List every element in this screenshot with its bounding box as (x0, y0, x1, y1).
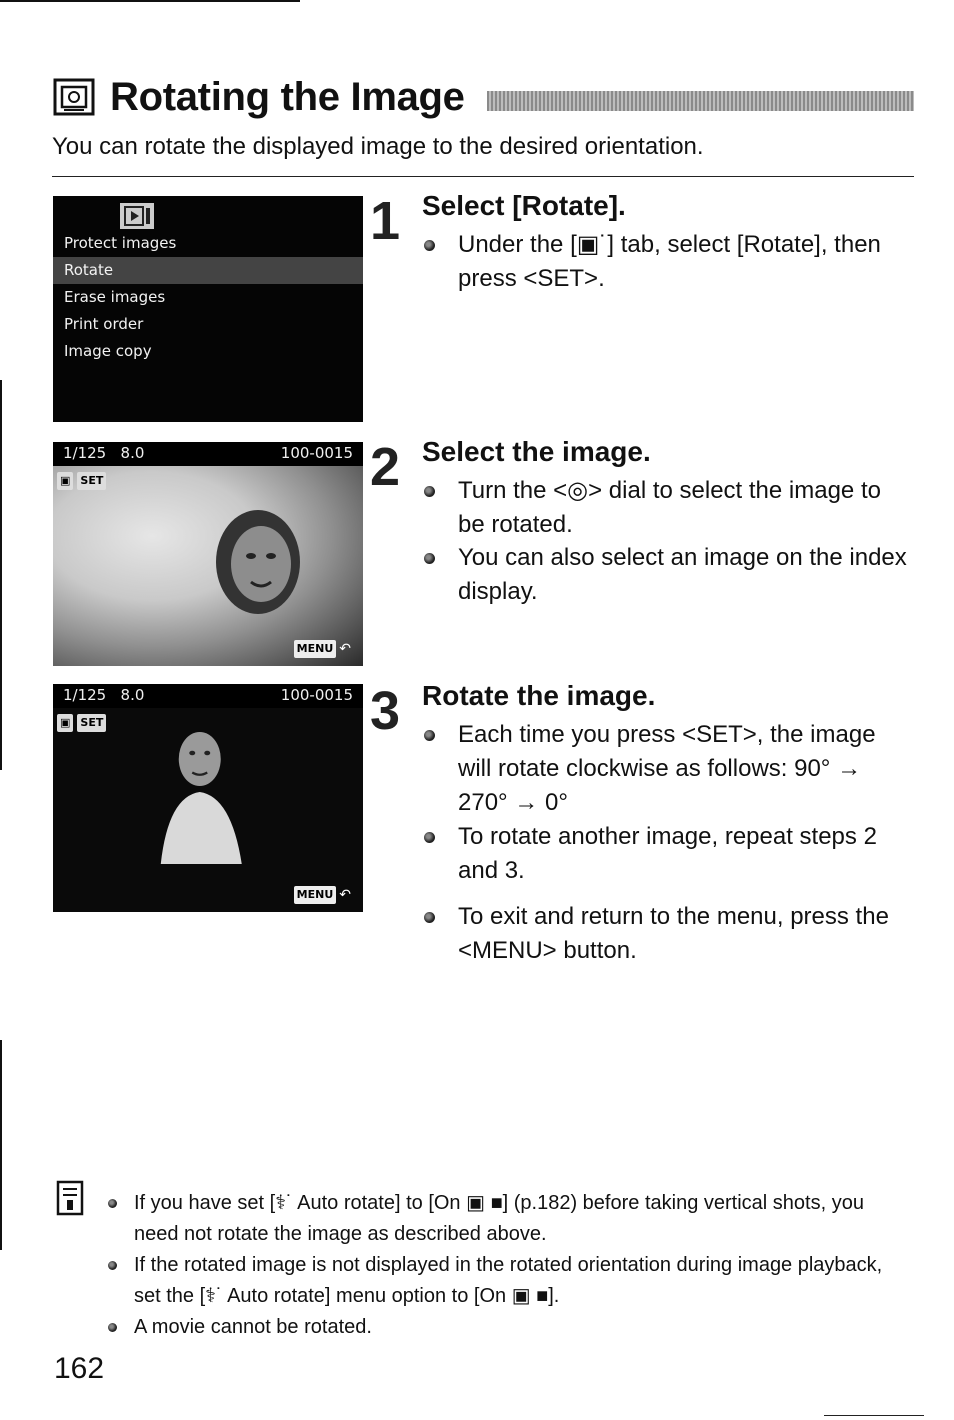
bullet-icon (424, 912, 435, 923)
status-icons (57, 472, 106, 490)
rotated-image-screen (53, 684, 363, 912)
menu-item-erase-images[interactable]: Erase images (64, 288, 166, 306)
file-number-rotated: 100-0015 (280, 686, 353, 704)
menu-back-badge (294, 640, 351, 658)
step-2-title: Select the image. (422, 436, 651, 467)
page-title: Rotating the Image (110, 74, 465, 119)
info-bar-rotated (53, 684, 363, 708)
set-badge: SET (77, 472, 106, 490)
menu-item-rotate[interactable]: Rotate (53, 257, 363, 284)
intro-divider (52, 176, 914, 177)
menu-back-badge-rotated (294, 886, 351, 904)
top-rule (0, 0, 300, 2)
menu-item-protect-images[interactable]: Protect images (64, 234, 177, 252)
bullet-icon (424, 240, 435, 251)
step-2-bullet-1: Turn the <◎> dial to select the image to be rotated. (424, 474, 914, 542)
step-3-bullet-3: To exit and return to the menu, press the <MENU> button. (424, 900, 914, 968)
menu-item-image-copy[interactable]: Image copy (64, 342, 152, 360)
rotate-icon: ▣ (57, 472, 73, 490)
shutter-speed-rotated: 1/125 8.0 (63, 686, 145, 704)
note-3: A movie cannot be rotated. (108, 1312, 908, 1343)
margin-line (0, 1040, 2, 1250)
bullet-icon (108, 1261, 117, 1270)
step-2-number: 2 (370, 437, 401, 497)
rotate-icon: ▣ (57, 714, 73, 732)
rotate-playback-icon (52, 77, 96, 117)
step-3-bullet-2: To rotate another image, repeat steps 2 and 3. (424, 820, 914, 888)
step-2-bullet-2: You can also select an image on the index display. (424, 541, 914, 609)
portrait-photo (203, 482, 321, 632)
info-bar (53, 442, 363, 466)
bullet-icon (424, 553, 435, 564)
menu-list (53, 230, 363, 365)
bullet-icon (108, 1323, 117, 1332)
step-3-title: Rotate the image. (422, 680, 656, 711)
margin-line (0, 380, 2, 770)
note-1: If you have set [⚕˙ Auto rotate] to [On ▣ ■] (p.182) before taking vertical shots, you need not rotate the image as described above. (108, 1188, 908, 1250)
playback-tab-icon (119, 202, 155, 230)
menu-item-print-order[interactable]: Print order (64, 315, 144, 333)
bullet-icon (424, 832, 435, 843)
bullet-icon (108, 1199, 117, 1208)
shutter-speed: 1/125 8.0 (63, 444, 145, 462)
rotated-portrait-photo (143, 714, 261, 864)
menu-badge: MENU (294, 886, 337, 904)
note-icon (56, 1180, 84, 1216)
menu-badge: MENU (294, 640, 337, 658)
step-3-bullet-1: Each time you press <SET>, the image will rotate clockwise as follows: 90° → 270° → 0° (424, 718, 914, 820)
step-1-bullet-1: Under the [▣˙] tab, select [Rotate], then press <SET>. (424, 228, 914, 296)
bottom-rule (824, 1415, 924, 1416)
bullet-icon (424, 486, 435, 497)
step-3-number: 3 (370, 681, 401, 741)
status-icons-rotated (57, 714, 106, 732)
set-badge: SET (77, 714, 106, 732)
image-select-screen (53, 442, 363, 666)
back-arrow-icon: ↶ (339, 641, 351, 657)
page-number: 162 (54, 1352, 105, 1385)
back-arrow-icon: ↶ (339, 887, 351, 903)
file-number: 100-0015 (280, 444, 353, 462)
intro-text: You can rotate the displayed image to the desired orientation. (52, 133, 704, 160)
note-2: If the rotated image is not displayed in the rotated orientation during image playback, set the [⚕˙ Auto rotate] menu option to [On ▣ ■]. (108, 1250, 908, 1312)
title-row (52, 72, 914, 122)
bullet-icon (424, 730, 435, 741)
menu-screen (53, 196, 363, 422)
title-bar-decoration (487, 91, 914, 111)
step-1-number: 1 (370, 191, 401, 251)
step-1-title: Select [Rotate]. (422, 190, 626, 221)
